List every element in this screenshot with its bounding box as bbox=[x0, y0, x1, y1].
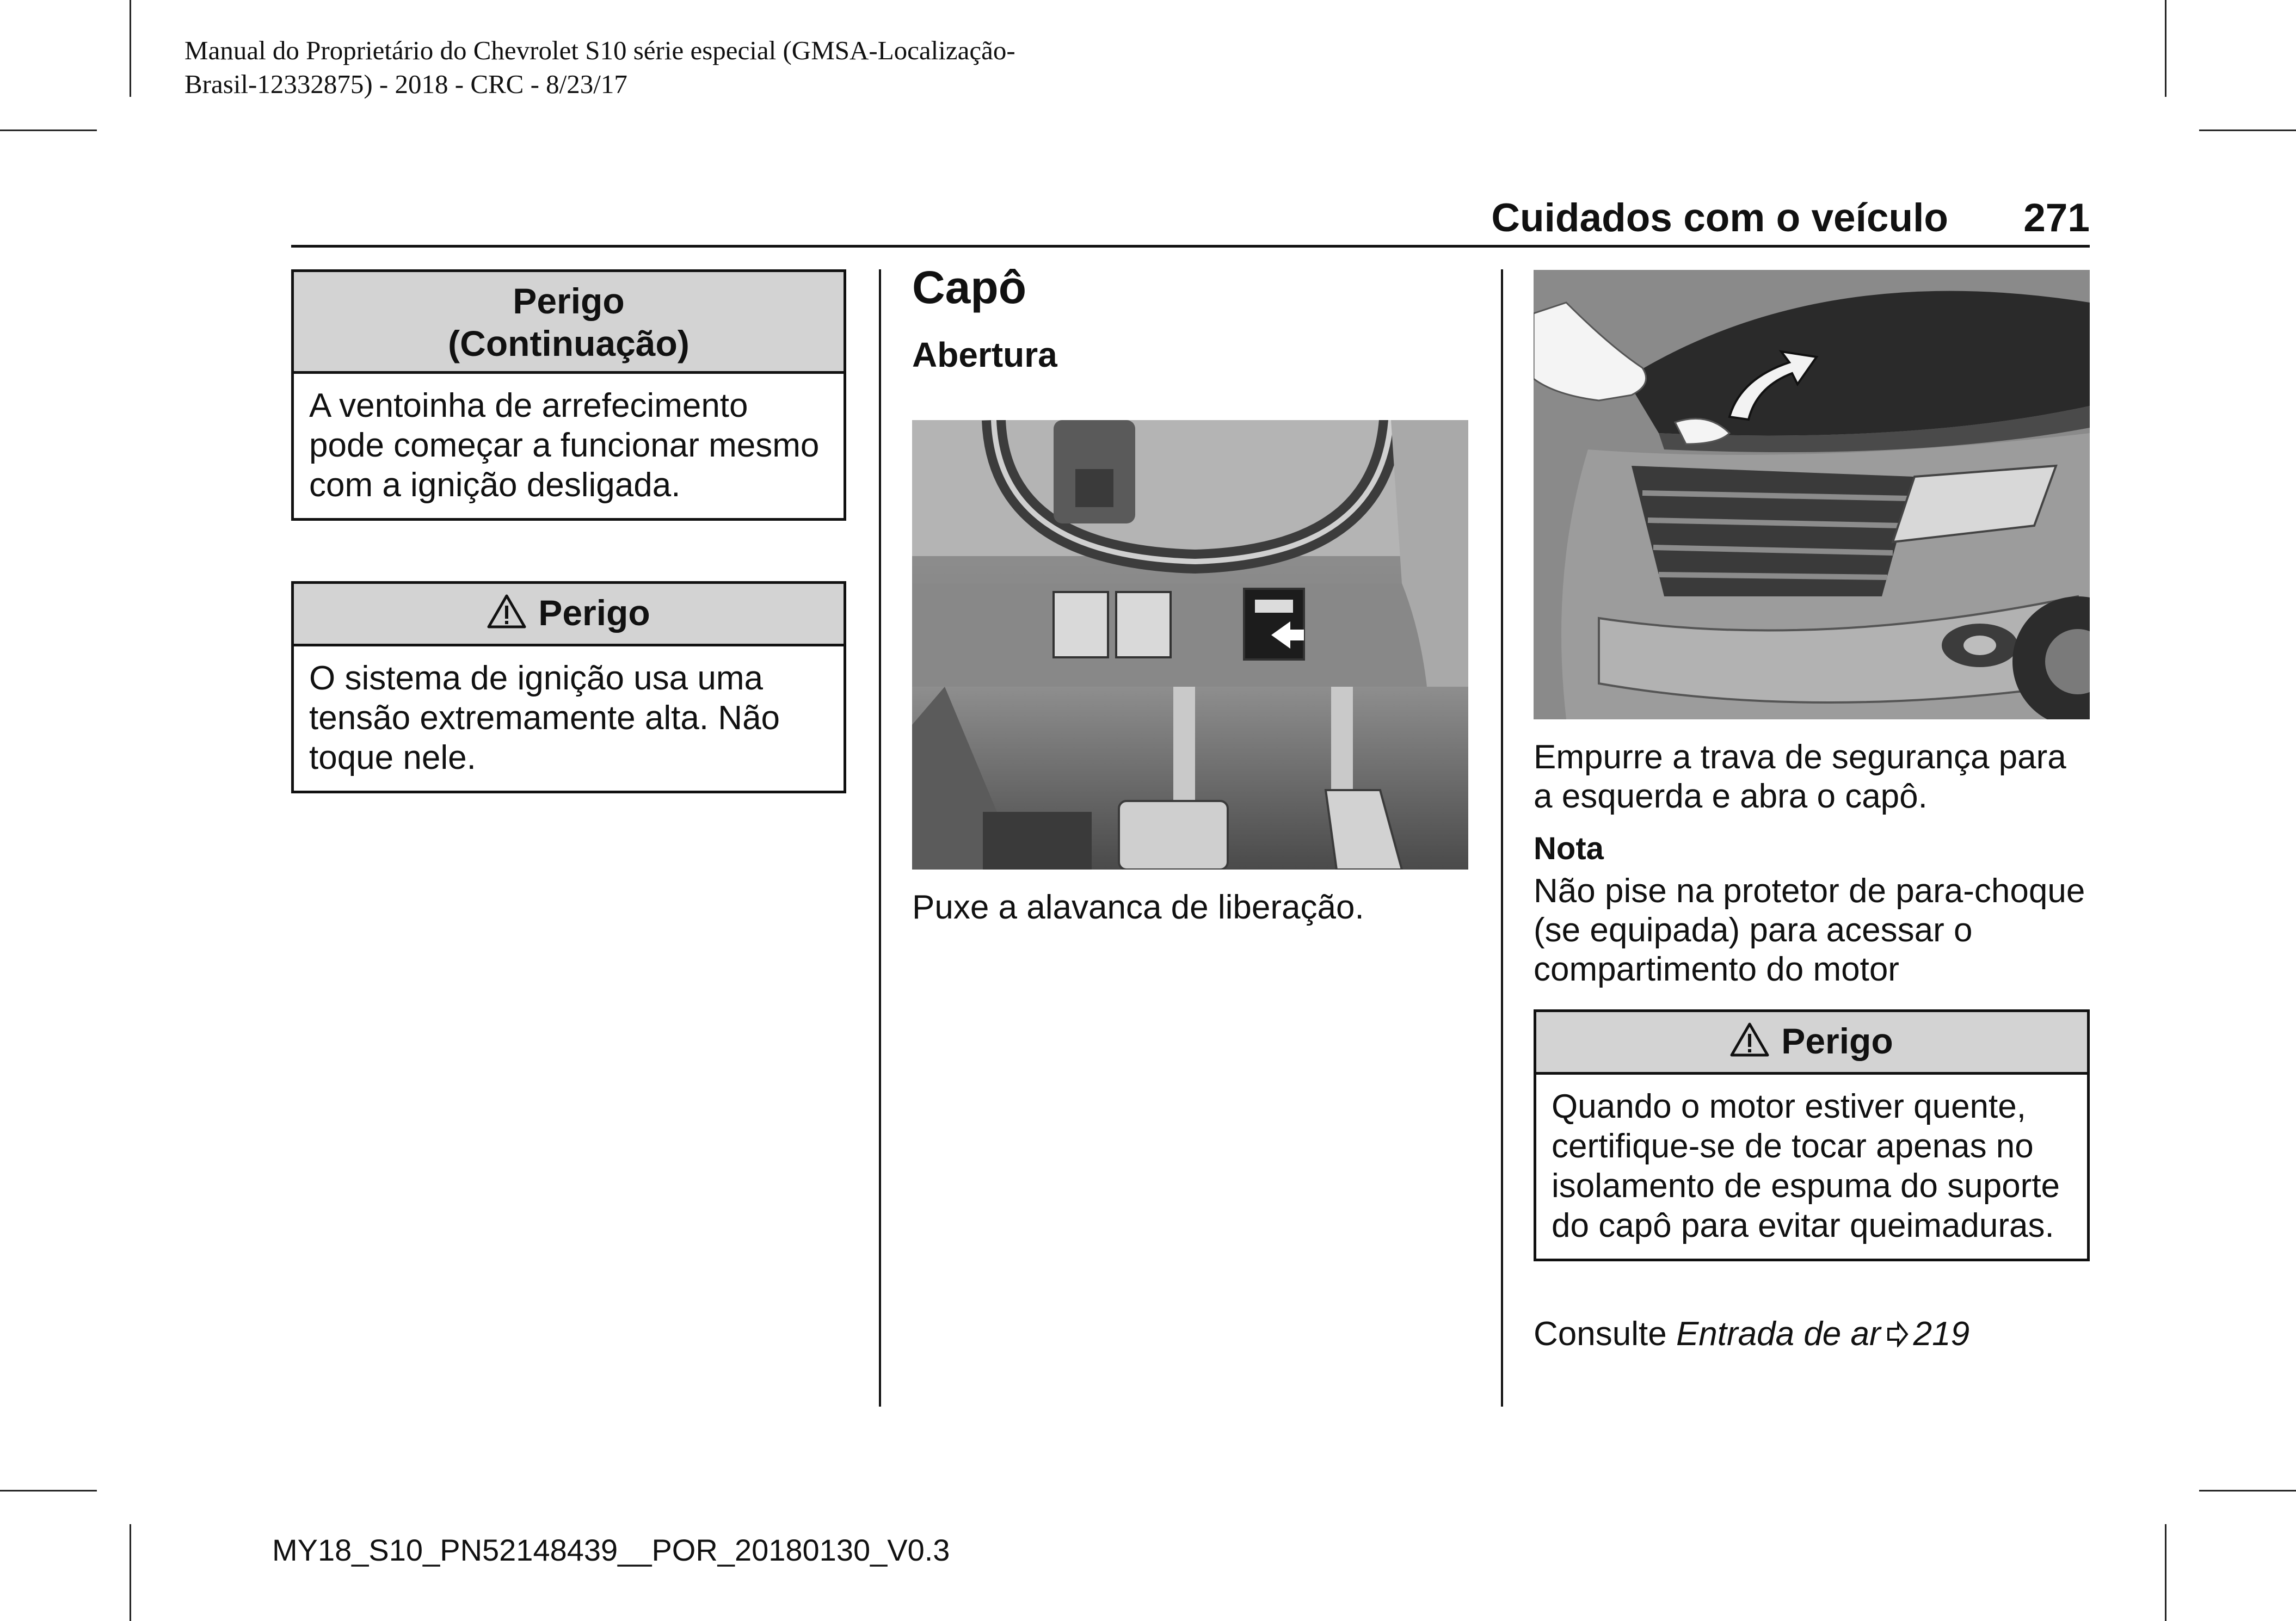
danger-title: Perigo bbox=[1781, 1021, 1893, 1061]
danger-title: Perigo bbox=[538, 593, 650, 633]
danger-box-hot-engine bbox=[1534, 1009, 2090, 1261]
danger-box-continued bbox=[291, 269, 846, 521]
crop-mark bbox=[2165, 0, 2166, 97]
cross-reference-link[interactable]: Entrada de ar bbox=[1676, 1315, 1881, 1353]
danger-box-ignition bbox=[291, 581, 846, 793]
page-reference-arrow-icon bbox=[1885, 1317, 1909, 1356]
step-caption: Empurre a trava de segurança para a esquerda e abra o capô. bbox=[1534, 738, 2066, 815]
column-divider bbox=[879, 269, 881, 1407]
crop-mark bbox=[130, 1524, 131, 1621]
danger-box-body: A ventoinha de arrefecimento pode começar a funcionar mesmo com a ignição desligada. bbox=[309, 387, 820, 504]
danger-box-body: Quando o motor estiver quente, certifique-se de tocar apenas no isolamento de espuma do suporte do capô para evitar queimaduras. bbox=[1552, 1088, 2060, 1244]
danger-continued-label: (Continuação) bbox=[448, 323, 690, 363]
document-footer-id: MY18_S10_PN52148439__POR_20180130_V0.3 bbox=[272, 1533, 950, 1567]
danger-box-header bbox=[294, 584, 844, 646]
running-head bbox=[291, 196, 2090, 248]
section-heading: Capô bbox=[912, 262, 1026, 313]
note-text: Não pise na protetor de para-choque (se equipada) para acessar o compartimento do motor bbox=[1534, 872, 2085, 988]
danger-box-header bbox=[1536, 1012, 2087, 1075]
crop-mark bbox=[0, 130, 97, 131]
crop-mark bbox=[2199, 1490, 2296, 1491]
hood-opening-illustration bbox=[1534, 270, 2090, 719]
crop-mark bbox=[2199, 130, 2296, 131]
danger-title: Perigo bbox=[513, 281, 625, 321]
page-number: 271 bbox=[2023, 196, 2090, 240]
section-title: Cuidados com o veículo bbox=[1491, 196, 1948, 240]
hood-release-lever-illustration bbox=[912, 420, 1468, 870]
step-caption: Puxe a alavanca de liberação. bbox=[912, 889, 1364, 926]
warning-triangle-icon bbox=[487, 594, 526, 637]
crop-mark bbox=[2165, 1524, 2166, 1621]
warning-triangle-icon bbox=[1730, 1022, 1769, 1065]
meta-header-line-2: Brasil-12332875) - 2018 - CRC - 8/23/17 bbox=[184, 69, 627, 99]
meta-header-line-1: Manual do Proprietário do Chevrolet S10 série especial (GMSA-Localização- bbox=[184, 35, 1015, 65]
danger-box-header bbox=[294, 272, 844, 374]
subsection-heading: Abertura bbox=[912, 335, 1057, 374]
note-label: Nota bbox=[1534, 831, 1604, 866]
document-meta-header bbox=[184, 34, 1218, 101]
crop-mark bbox=[130, 0, 131, 97]
danger-box-body: O sistema de ignição usa uma tensão extremamente alta. Não toque nele. bbox=[309, 660, 780, 776]
cross-reference bbox=[1534, 1315, 2094, 1356]
cross-reference-prefix: Consulte bbox=[1534, 1315, 1667, 1353]
crop-mark bbox=[0, 1490, 97, 1491]
cross-reference-page: 219 bbox=[1913, 1315, 1970, 1353]
column-divider bbox=[1501, 269, 1503, 1407]
